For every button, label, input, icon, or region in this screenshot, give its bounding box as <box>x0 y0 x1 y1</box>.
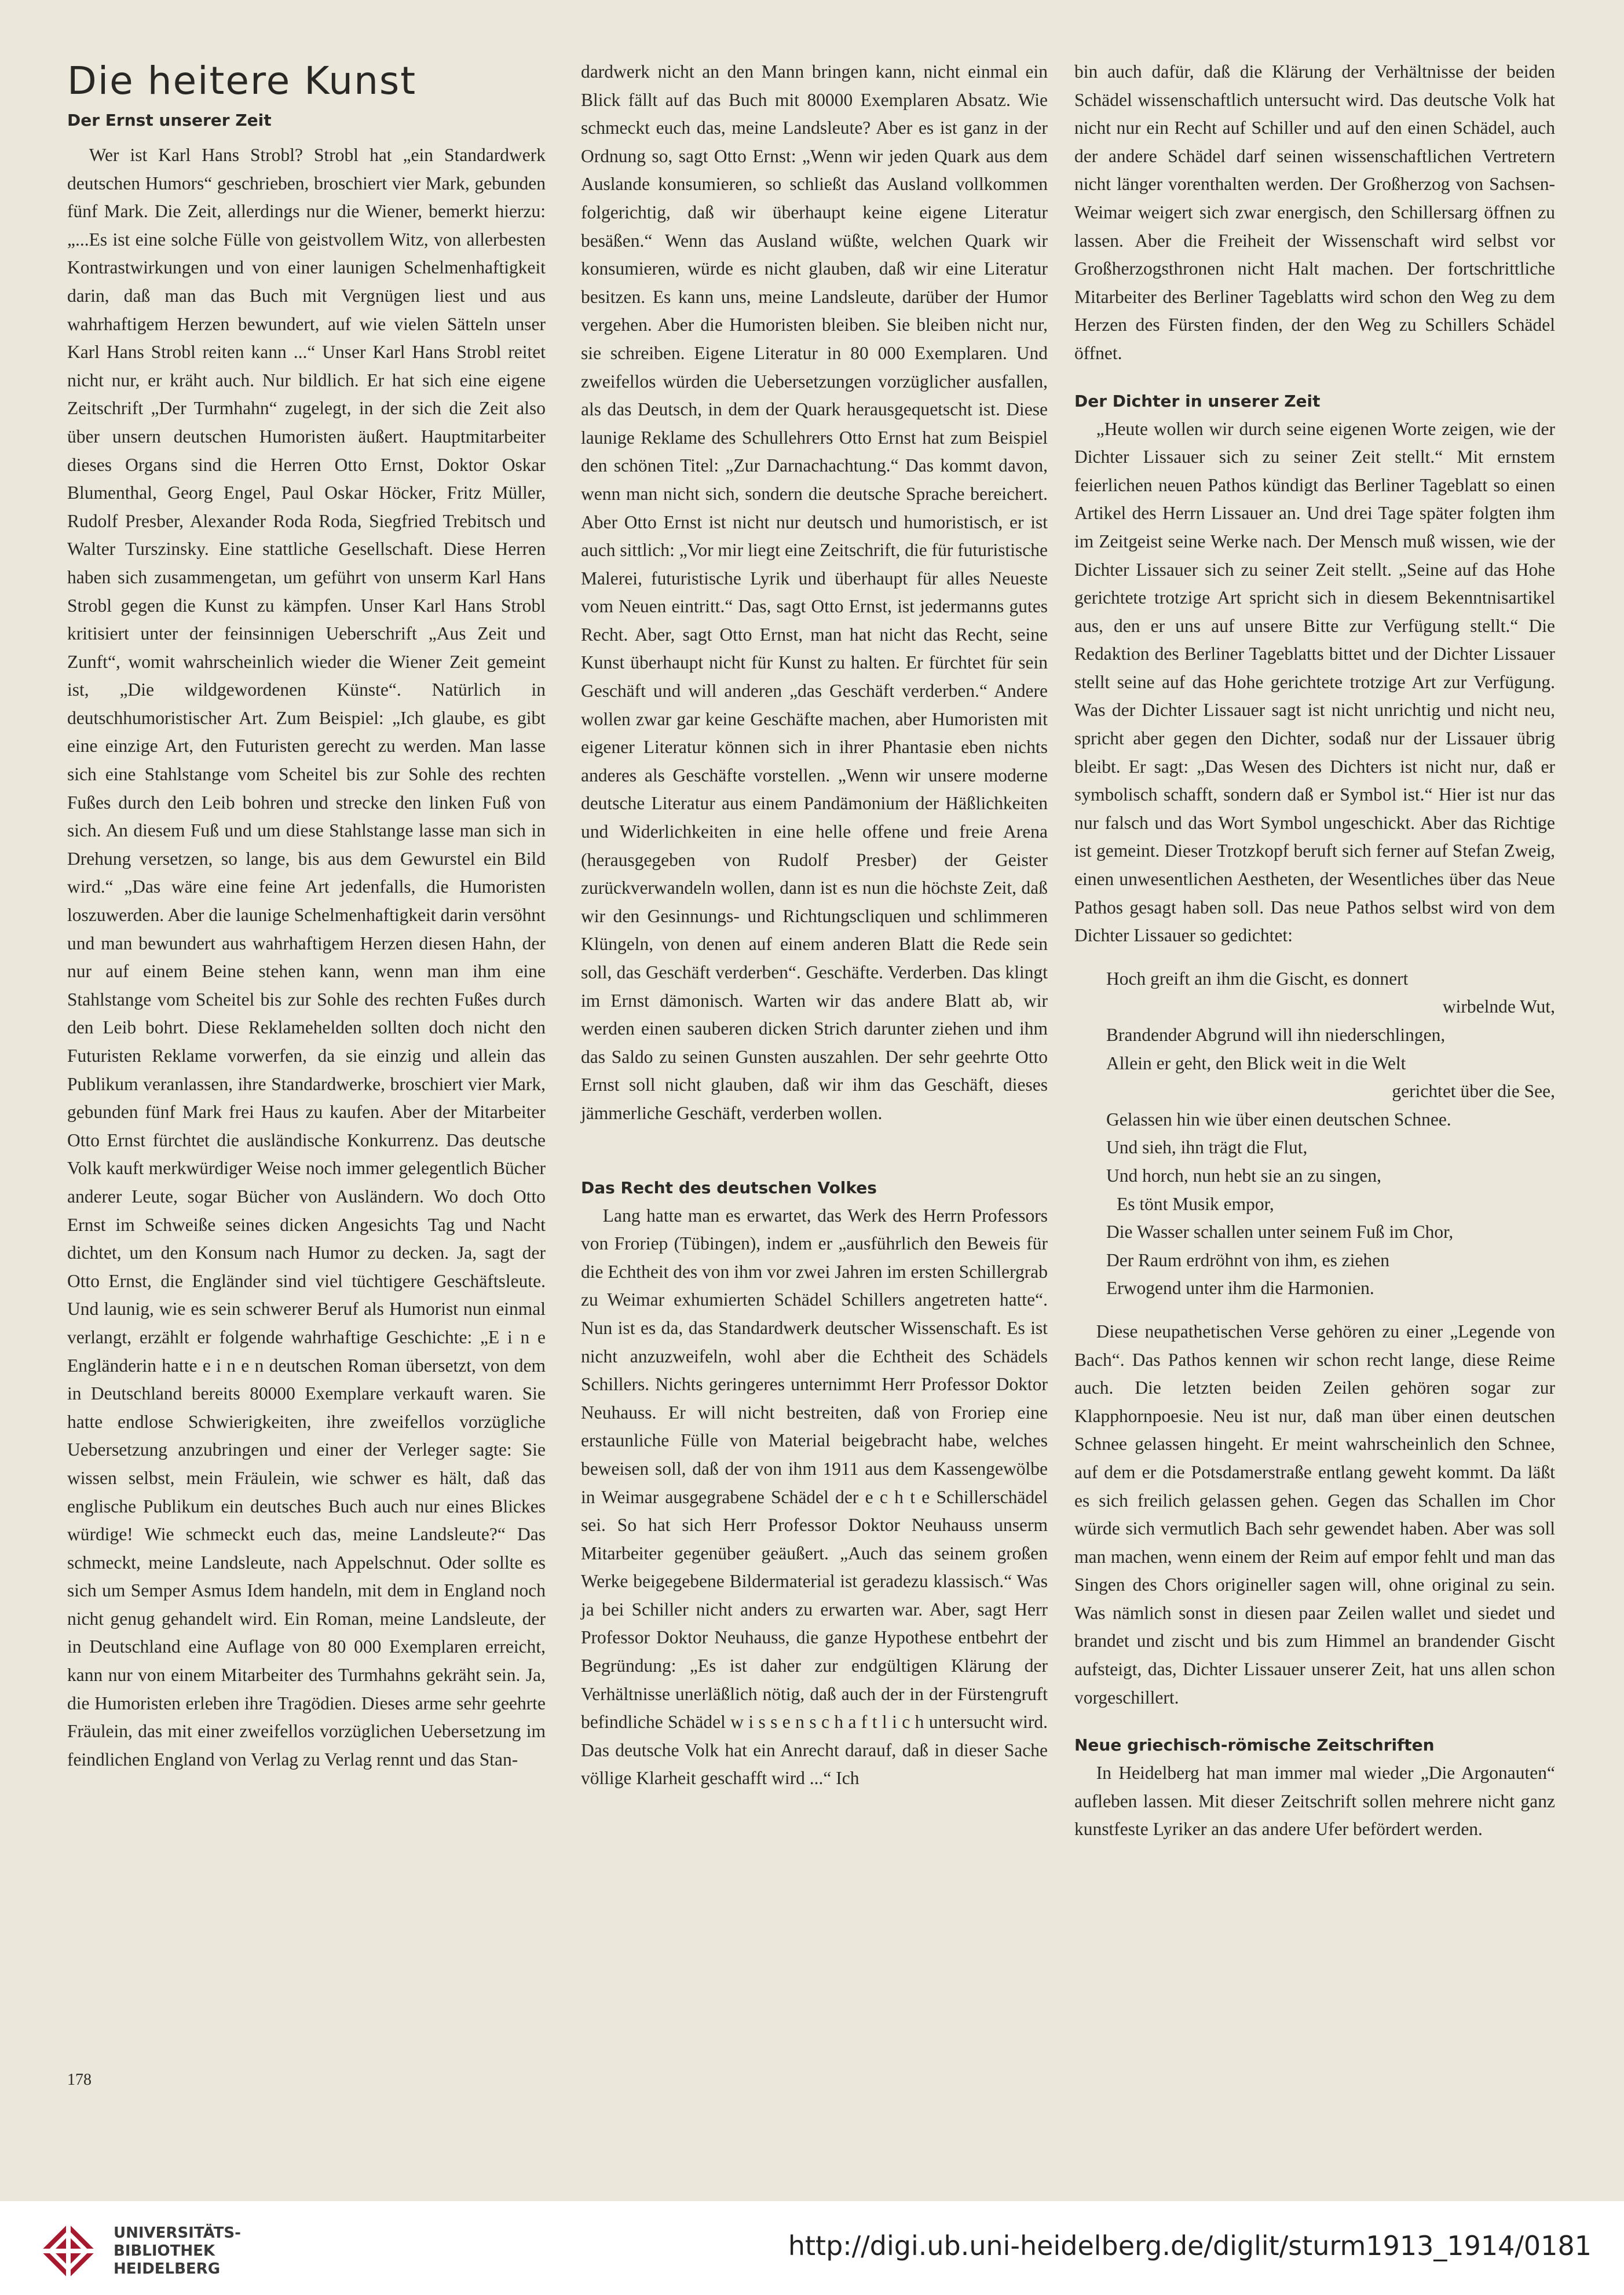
poem-line: Brandender Abgrund will ihn niederschlingen, <box>1106 1025 1446 1045</box>
page-number: 178 <box>67 2071 92 2089</box>
poem <box>1106 965 1555 1303</box>
ub-heidelberg-logo-icon[interactable] <box>41 2223 96 2279</box>
poem-line: Hoch greift an ihm die Gischt, es donnert <box>1106 968 1409 989</box>
section-heading-recht: Das Recht des deutschen Volkes <box>581 1178 877 1197</box>
poem-line: Und sieh, ihn trägt die Flut, <box>1106 1137 1308 1158</box>
poem-line: Es tönt Musik empor, <box>1117 1193 1274 1214</box>
library-name-line: UNIVERSITÄTS- <box>114 2224 241 2242</box>
paragraph: In Heidelberg hat man immer mal wieder „Die Argonauten“ aufleben lassen. Mit dieser Zeitschrift sollen mehrere nicht ganz kunstfeste Lyriker an das andere Ufer befördert werden. <box>1074 1763 1555 1840</box>
paragraph: Lang hatte man es erwartet, das Werk des Herrn Professors von Froriep (Tübingen), indem er „ausführlich den Beweis für die Echtheit des von ihm vor zwei Jahren im ersten Schillergrab zu Weimar exhumierten Schädel Schillers angetreten hatte“. Nun ist es da, das Standardwerk deutscher Wissenschaft. Es ist nicht anzuzweifeln, wohl aber die Echtheit des Schädels Schillers. Nichts geringeres unternimmt Herr Professor Doktor Neuhauss. Er will nicht bestreiten, daß von Froriep eine erstaunliche Fülle von Material beigebracht habe, welches beweisen soll, daß der von ihm 1911 aus dem Kassengewölbe in Weimar ausgegrabene Schädel der e c h t e Schillerschädel sei. So hat sich Herr Professor Doktor Neuhauss unserm Mitarbeiter gegenüber geäußert. „Auch das seinem großen Werke beigegebene Bildermaterial ist geradezu klassisch.“ Was ja bei Schiller nicht anders zu erwarten war. Aber, sagt Herr Professor Doktor Neuhauss, die ganze Hypothese entbehrt der Begründung: „Es ist daher zur endgültigen Klärung der Verhältnisse unerläßlich nötig, daß auch der in der Fürstengruft befindliche Schädel w i s s e n s c h a f t l i c h untersucht wird. Das deutsche Volk hat ein Anrecht darauf, daß in dieser Sache völlige Klarheit geschafft wird ...“ Ich <box>581 1205 1048 1789</box>
paragraph: Diese neupathetischen Verse gehören zu einer „Legende von Bach“. Das Pathos kennen wir schon recht lange, diese Reime auch. Die letzten beiden Zeilen gehören sogar zur Klapphornpoesie. Neu ist nur, daß man über einen deutschen Schnee gelassen hingeht. Er meint wahrscheinlich den Schnee, auf dem er die Potsdamerstraße entlang geweht kommt. Da läßt es sich freilich gelassen gehen. Gegen das Schallen im Chor würde sich vermutlich Bach sehr gewendet haben. Aber was soll man machen, wenn einem der Reim auf empor fehlt und man das Singen des Chors origineller sagen will, ohne original zu sein. Was nämlich sonst in diesen paar Zeilen wallet und siedet und brandet und zischt und bis zum Himmel an brandender Gischt aufsteigt, das, Dichter Lissauer unserer Zeit, hat uns allen schon vorgeschillert. <box>1074 1321 1555 1708</box>
source-url-link[interactable]: http://digi.ub.uni-heidelberg.de/diglit/sturm1913_1914/0181 <box>788 2230 1592 2261</box>
poem-line: Der Raum erdröhnt von ihm, es ziehen <box>1106 1249 1389 1270</box>
poem-line: Erwogend unter ihm die Harmonien. <box>1106 1278 1374 1299</box>
section-heading-zeitschriften: Neue griechisch-römische Zeitschriften <box>1074 1735 1435 1755</box>
poem-line: Die Wasser schallen unter seinem Fuß im Chor, <box>1106 1222 1454 1242</box>
column-3 <box>1074 58 1555 1844</box>
paragraph: „Heute wollen wir durch seine eigenen Worte zeigen, wie der Dichter Lissauer sich zu seiner Zeit stellt.“ Mit ernstem feierlichen neuen Pathos kündigt das Berliner Tageblatt so einen Artikel des Herrn Lissauer an. Und drei Tage später folgten ihm im Zeitgeist seine Werke nach. Der Mensch muß wissen, wie der Dichter Lissauer sich zu seiner Zeit stellt. „Seine auf das Hohe gerichtete trotzige Art spricht sich in diesem Bekenntnisartikel aus, den er uns auf unsere Bitte zur Verfügung stellt.“ Die Redaktion des Berliner Tageblatts bittet und der Dichter Lissauer stellt seine auf das Hohe gerichtete trotzige Art zur Verfügung. Was der Dichter Lissauer sagt ist nicht unrichtig und nicht neu, spricht aber gegen den Dichter, sodaß nur der Lissauer übrig bleibt. Er sagt: „Das Wesen des Dichters ist nicht nur, daß er symbolisch schafft, sondern daß er Symbol ist.“ Hier ist nur das nur falsch und das Wort Symbol ungeschickt. Aber das Richtige ist gemeint. Dieser Trotzkopf beruft sich ferner auf Stefan Zweig, einen unwesentlichen Aestheten, der Wesentliches über das Neue Pathos gesagt haben soll. Das neue Pathos selbst wird von dem Dichter Lissauer so gedichtet: <box>1074 418 1555 946</box>
section-heading-dichter: Der Dichter in unserer Zeit <box>1074 391 1321 411</box>
library-name-line: HEIDELBERG <box>114 2260 221 2278</box>
column-2 <box>581 58 1048 1793</box>
poem-line: wirbelnde Wut, <box>1442 996 1555 1017</box>
poem-line: gerichtet über die See, <box>1392 1081 1555 1102</box>
library-name[interactable] <box>114 2224 241 2278</box>
poem-line: Allein er geht, den Blick weit in die Welt <box>1106 1053 1406 1073</box>
library-name-line: BIBLIOTHEK <box>114 2242 215 2260</box>
article-title: Die heitere Kunst <box>67 59 417 103</box>
poem-line: Gelassen hin wie über einen deutschen Schnee. <box>1106 1109 1451 1130</box>
section-heading-ernst: Der Ernst unserer Zeit <box>67 111 272 130</box>
paragraph: dardwerk nicht an den Mann bringen kann, nicht einmal ein Blick fällt auf das Buch mit 80000 Exemplaren Absatz. Wie schmeckt euch das, meine Landsleute? Aber es ist ganz in der Ordnung so, sagt Otto Ernst: „Wenn wir jeden Quark aus dem Auslande konsumieren, so schließt das Ausland vollkommen folgerichtig, daß wir überhaupt keine eigene Literatur besäßen.“ Wenn das Ausland wüßte, welchen Quark wir konsumieren, würde es nicht glauben, daß wir eine Literatur besitzen. Es kann uns, meine Landsleute, darüber der Humor vergehen. Aber die Humoristen bleiben. Sie bleiben nicht nur, sie schreiben. Eigene Literatur in 80 000 Exemplaren. Und zweifellos würden die Uebersetzungen vorzüglicher ausfallen, als das Deutsch, in dem der Quark herausgequetscht ist. Diese launige Reklame des Schullehrers Otto Ernst hat zum Beispiel den schönen Titel: „Zur Darnachachtung.“ Das kommt davon, wenn man nicht sich, sondern die deutsche Sprache bereichert. Aber Otto Ernst ist nicht nur deutsch und humoristisch, er ist auch sittlich: „Vor mir liegt eine Zeitschrift, die für futuristische Malerei, futuristische Lyrik und überhaupt für alles Neueste vom Neuen eintritt.“ Das, sagt Otto Ernst, ist jedermanns gutes Recht. Aber, sagt Otto Ernst, man hat nicht das Recht, seine Kunst überhaupt nicht für Kunst zu halten. Er fürchtet für sein Geschäft und will anderen „das Geschäft verderben.“ Andere wollen zwar gar keine Geschäfte machen, aber Humoristen mit eigener Literatur können sich in ihrer Phantasie eben nichts anderes als Geschäfte vorstellen. „Wenn wir unsere moderne deutsche Literatur aus einem Pandämonium der Häßlichkeiten und Widerlichkeiten in eine helle offene und freie Arena (herausgegeben von Rudolf Presber) der Geister zurückverwandeln wollen, dann ist es nun die höchste Zeit, daß wir den Gesinnungs- und Richtungscliquen und schlimmeren Klüngeln, von denen auf einem anderen Blatt die Rede sein soll, das Geschäft verderben“. Geschäfte. Verderben. Das klingt im Ernst dämonisch. Warten wir das andere Blatt ab, wir werden einen sauberen dicken Strich darunter ziehen und ihm das Saldo zu seinen Gunsten auszahlen. Der sehr geehrte Otto Ernst soll nicht glauben, daß wir ihm das Geschäft, dieses jämmerliche Geschäft, verderben wollen. <box>581 61 1048 1123</box>
poem-line: Und horch, nun hebt sie an zu singen, <box>1106 1165 1382 1186</box>
column-1 <box>67 58 546 1774</box>
paragraph: bin auch dafür, daß die Klärung der Verhältnisse der beiden Schädel wissenschaftlich untersucht wird. Das deutsche Volk hat nicht nur ein Recht auf Schiller und auf den einen Schädel, auch der andere Schädel darf seinen wissenschaftlichen Vertretern nicht länger vorenthalten werden. Der Großherzog von Sachsen-Weimar weigert sich zwar energisch, den Schillersarg öffnen zu lassen. Aber die Freiheit der Wissenschaft wird selbst vor Großherzogsthronen nicht Halt machen. Der fortschrittliche Mitarbeiter des Berliner Tageblatts wird schon den Weg zu dem Herzen des Fürsten finden, der den Weg zu Schillers Schädel öffnet. <box>1074 61 1555 363</box>
paragraph: Wer ist Karl Hans Strobl? Strobl hat „ein Standardwerk deutschen Humors“ geschrieben, broschiert vier Mark, gebunden fünf Mark. Die Zeit, allerdings nur die Wiener, bemerkt hierzu: „...Es ist eine solche Fülle von geistvollem Witz, von allerbesten Kontrastwirkungen und von einer launigen Schelmenhaftigkeit darin, daß man das Buch mit Vergnügen liest und aus wahrhaftigem Herzen bewundert, auf wie vielen Sätteln unser Karl Hans Strobl reiten kann ...“ Unser Karl Hans Strobl reitet nicht nur, er kräht auch. Nur bildlich. Er hat sich eine eigene Zeitschrift „Der Turmhahn“ zugelegt, in der sich die Zeit also über unsern deutschen Humoristen äußert. Hauptmitarbeiter dieses Organs sind die Herren Otto Ernst, Doktor Oskar Blumenthal, Georg Engel, Paul Oskar Höcker, Fritz Müller, Rudolf Presber, Alexander Roda Roda, Siegfried Trebitsch und Walter Turszinsky. Eine stattliche Gesellschaft. Diese Herren haben sich zusammengetan, um geführt von unserm Karl Hans Strobl gegen die Kunst zu kämpfen. Unser Karl Hans Strobl kritisiert unter der feinsinnigen Ueberschrift „Aus Zeit und Zunft“, womit wahrscheinlich wieder die Wiener Zeit gemeint ist, „Die wildgewordenen Künste“. Natürlich in deutschhumoristischer Art. Zum Beispiel: „Ich glaube, es gibt eine einzige Art, den Futuristen gerecht zu werden. Man lasse sich eine Stahlstange vom Scheitel bis zur Sohle des rechten Fußes durch den Leib bohren und strecke den linken Fuß von sich. An diesem Fuß und um diese Stahlstange lasse man sich in Drehung versetzen, so lange, bis aus dem Gewurstel ein Bild wird.“ „Das wäre eine feine Art jedenfalls, die Humoristen loszuwerden. Aber die launige Schelmenhaftigkeit darin versöhnt und man bewundert aus wahrhaftigem Herzen diesen Hahn, der nur auf einem Beine stehen kann, wenn man ihm eine Stahlstange vom Scheitel bis zur Sohle des rechten Fußes durch den Leib bohrt. Diese Reklamehelden sollten doch nicht den Futuristen Reklame vorwerfen, da sie einzig und allein das Publikum veranlassen, ihre Standardwerke, broschiert vier Mark, gebunden fünf Mark frei Haus zu kaufen. Aber der Mitarbeiter Otto Ernst fürchtet die ausländische Konkurrenz. Das deutsche Volk kauft merkwürdiger Weise noch immer gelegentlich Bücher anderer Leute, sogar Bücher von Ausländern. Wo doch Otto Ernst im Schweiße seines dicken Angesichts Tag und Nacht dichtet, um den Konsum nach Humor zu decken. Ja, sagt der Otto Ernst, die Engländer sind viel tüchtigere Geschäftsleute. Und launig, wie es sein schwerer Beruf als Humorist nun einmal verlangt, erzählt er folgende wahrhaftige Geschichte: „E i n e Engländerin hatte e i n e n deutschen Roman übersetzt, von dem in Deutschland bereits 80000 Exemplare verkauft waren. Sie hatte endlose Schwierigkeiten, ihre zweifellos vorzügliche Uebersetzung anzubringen und einer der Verleger sagte: Sie wissen selbst, mein Fräulein, wie schwer es hält, daß das englische Publikum ein deutsches Buch auch nur eines Blickes würdige! Wie schmeckt euch das, meine Landsleute?“ Das schmeckt, meine Landsleute, nach Appelschnut. Oder sollte es sich um Semper Asmus Idem handeln, mit dem in England noch nicht genug gehandelt wird. Ein Roman, meine Landsleute, der in Deutschland eine Auflage von 80 000 Exemplaren erreicht, kann nur von einem Mitarbeiter des Turmhahns gekräht sein. Ja, die Humoristen erleben ihre Tragödien. Dieses arme sehr geehrte Fräulein, das mit einer zweifellos vorzüglichen Uebersetzung im feindlichen England von Verlag zu Verlag rennt und das Stan- <box>67 145 546 1770</box>
